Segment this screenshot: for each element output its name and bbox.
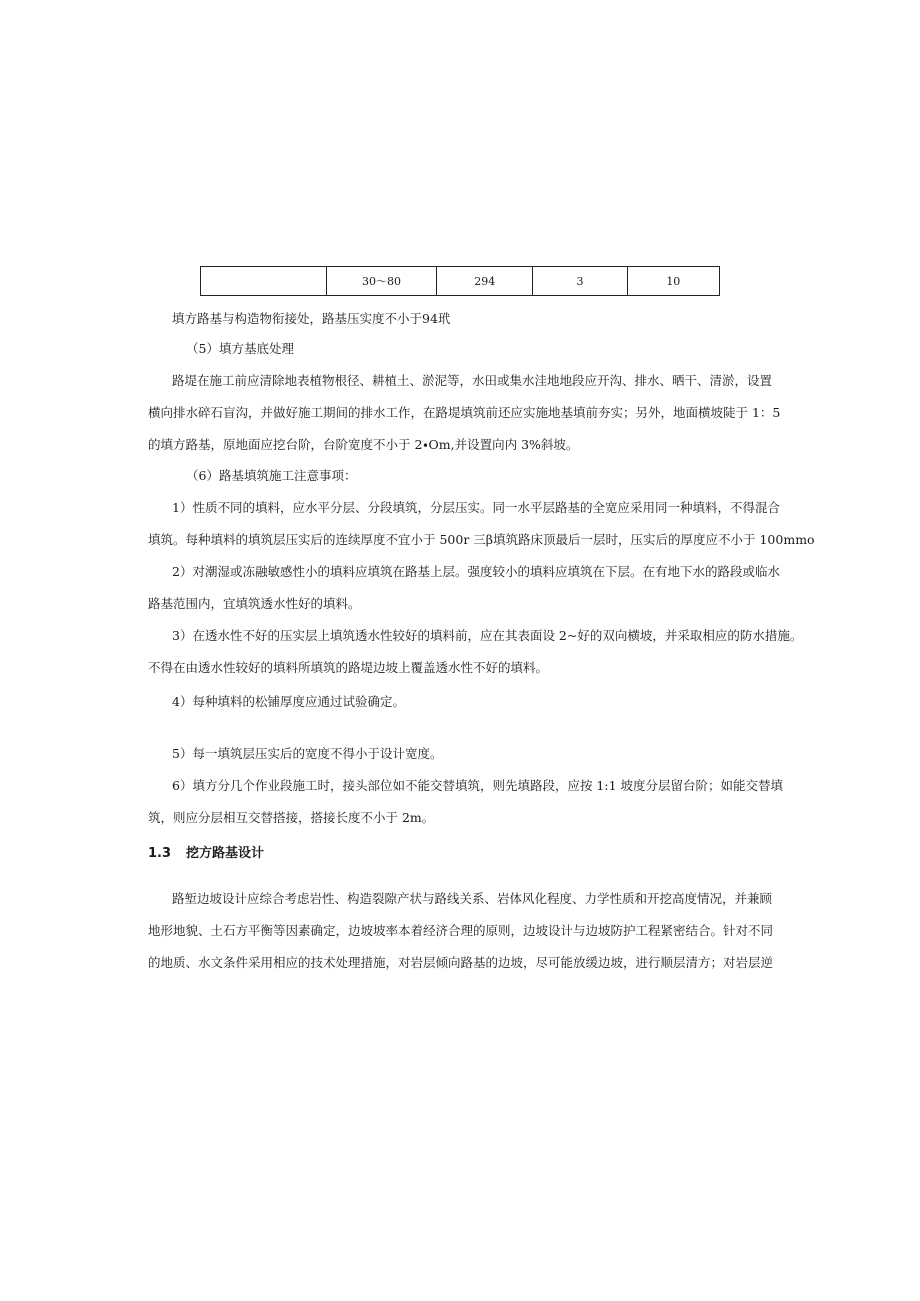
table-row (201, 267, 720, 296)
table-cell: 294 (437, 267, 533, 296)
paragraph-line: 横向排水碎石盲沟，并做好施工期间的排水工作，在路堤填筑前还应实施地基填前夯实；另外，地面横坡陡于 1：5 (148, 405, 781, 420)
paragraph-line: 填方路基与构造物衔接处，路基压实度不小于94玳 (172, 311, 451, 326)
paragraph-line: 路堤在施工前应清除地表植物根径、耕植土、淤泥等，水田或集水洼地地段应开沟、排水、晒干、清淤，设置 (172, 373, 773, 388)
paragraph-line: 筑，则应分层相互交替搭接，搭接长度不小于 2m。 (148, 810, 435, 825)
paragraph-line: 地形地貌、土石方平衡等因素确定，边坡坡率本着经济合理的原则，边坡设计与边坡防护工程紧密结合。针对不同 (148, 923, 774, 938)
table-cell: 30～80 (326, 267, 436, 296)
paragraph-line: 4）每种填料的松铺厚度应通过试验确定。 (172, 694, 405, 709)
table-cell: 3 (533, 267, 627, 296)
paragraph-line: 填筑。每种填料的填筑层压实后的连续厚度不宜小于 500r 三β填筑路床顶最后一层时，压实后的厚度应不小于 100mmo (148, 532, 815, 547)
table-cell (201, 267, 327, 296)
paragraph-line: 的地质、水文条件采用相应的技术处理措施，对岩层倾向路基的边坡，尽可能放缓边坡，进行顺层清方；对岩层逆 (148, 955, 774, 970)
paragraph-line: 6）填方分几个作业段施工时，接头部位如不能交替填筑，则先填路段，应按 1:1 坡度分层留台阶；如能交替填 (172, 778, 784, 793)
data-table (200, 266, 720, 296)
table-cell: 10 (627, 267, 719, 296)
paragraph-line: 路基范围内，宜填筑透水性好的填料。 (148, 596, 361, 611)
section-heading (148, 845, 264, 863)
paragraph-line: 路堑边坡设计应综合考虑岩性、构造裂隙产状与路线关系、岩体风化程度、力学性质和开挖高度情况，并兼顾 (172, 891, 773, 906)
section-title: 挖方路基设计 (186, 846, 265, 861)
section-subheading: （5）填方基底处理 (186, 341, 294, 356)
paragraph-line: 1）性质不同的填料，应水平分层、分段填筑，分层压实。同一水平层路基的全宽应采用同一种填料，不得混合 (172, 500, 780, 515)
section-number: 1.3 (148, 846, 172, 861)
paragraph-line: 5）每一填筑层压实后的宽度不得小于设计宽度。 (172, 746, 443, 761)
paragraph-line: 3）在透水性不好的压实层上填筑透水性较好的填料前，应在其表面设 2~好的双向横坡，并采取相应的防水措施。 (172, 628, 803, 643)
paragraph-line: 的填方路基，原地面应挖台阶，台阶宽度不小于 2∙Om,并设置向内 3%斜坡。 (148, 437, 579, 452)
paragraph-line: 2）对潮湿或冻融敏感性小的填料应填筑在路基上层。强度较小的填料应填筑在下层。在有地下水的路段或临水 (172, 564, 780, 579)
paragraph-line: 不得在由透水性较好的填料所填筑的路堤边坡上覆盖透水性不好的填料。 (148, 660, 549, 675)
section-subheading: （6）路基填筑施工注意事项： (186, 468, 357, 483)
